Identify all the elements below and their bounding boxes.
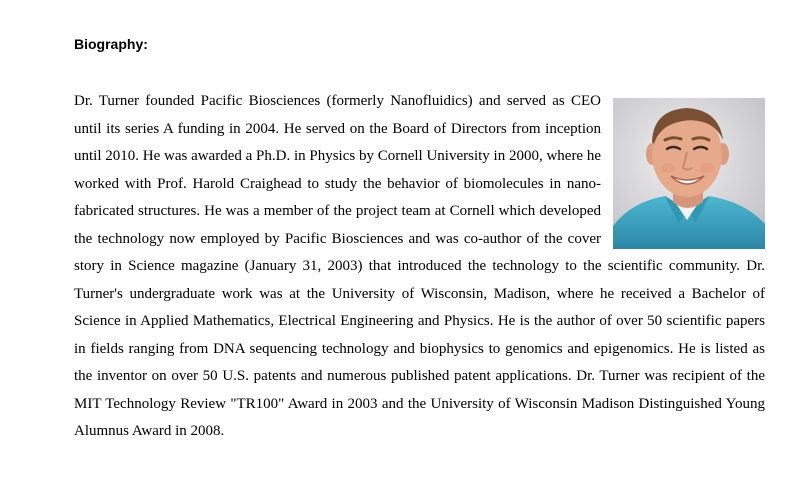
portrait-photo — [613, 98, 765, 249]
biography-text: Dr. Turner founded Pacific Biosciences (formerly Nanofluidics) and served as CEO until its series A funding in 2004. He served on the Board of Directors from inception until 2010. He was awarded a Ph.D. in Physics by Cornell University in 2000, where he worked with Prof. Harold Craighead to study the behavior of biomolecules in nano-fabricated structures. He was a member of the project team at Cornell which developed the technology now employed by Pacific Biosciences and was co-author of the cover story in Science magazine (January 31, 2003) that introduced the technology to the scientific community. Dr. Turner's undergraduate work was at the University of Wisconsin, Madison, where he received a Bachelor of Science in Applied Mathematics, Electrical Engineering and Physics. He is the author of over 50 scientific papers in fields ranging from DNA sequencing technology and biophysics to genomics and epigenomics. He is listed as the inventor on over 50 U.S. patents and numerous published patent applications. Dr. Turner was recipient of the MIT Technology Review "TR100" Award in 2003 and the University of Wisconsin Madison Distinguished Young Alumnus Award in 2008. — [74, 93, 765, 439]
section-heading: Biography: — [74, 36, 148, 52]
biography-paragraph — [74, 88, 765, 446]
